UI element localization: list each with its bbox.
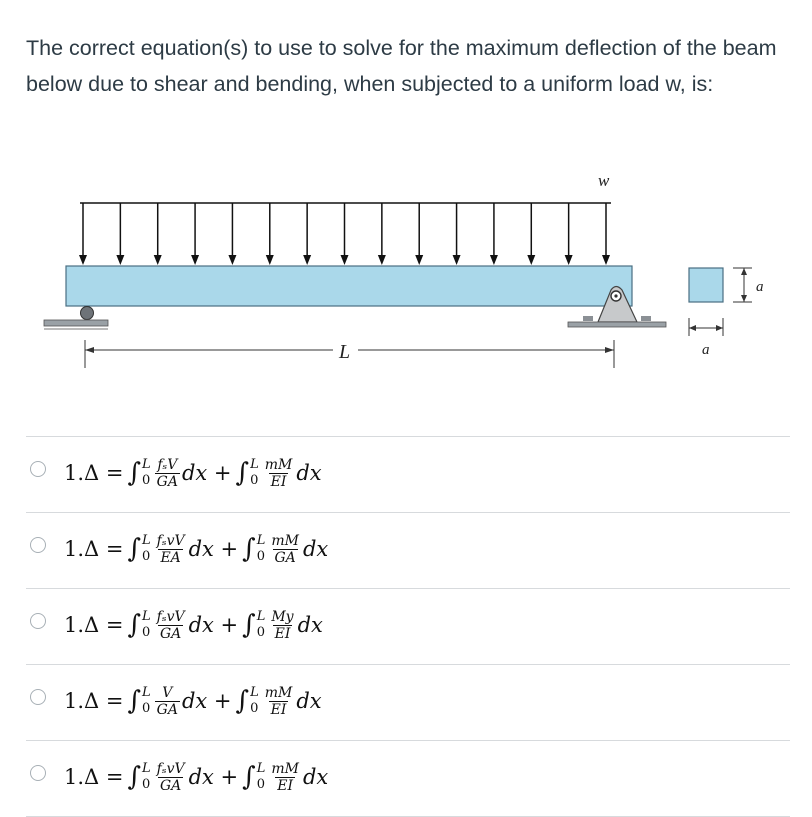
lower-limit: 0 bbox=[256, 625, 265, 640]
denominator: EA bbox=[160, 549, 181, 566]
dx-term: dx bbox=[297, 613, 323, 637]
fraction-shear bbox=[155, 533, 187, 566]
dx-term: dx + bbox=[181, 461, 232, 485]
equation bbox=[64, 751, 328, 803]
upper-limit: L bbox=[142, 533, 151, 548]
lower-limit: 0 bbox=[142, 625, 151, 640]
integral bbox=[242, 533, 267, 565]
denominator: EI bbox=[270, 701, 287, 718]
equation bbox=[64, 523, 328, 575]
radio-button[interactable] bbox=[30, 689, 46, 705]
load-arrowhead bbox=[266, 255, 274, 265]
lower-limit: 0 bbox=[142, 549, 151, 564]
numerator: fₛV bbox=[157, 456, 178, 473]
load-arrowhead bbox=[191, 255, 199, 265]
section-height-label: a bbox=[756, 279, 764, 295]
fraction-bending bbox=[263, 685, 295, 718]
dx-term: dx bbox=[302, 537, 329, 561]
denominator: EI bbox=[274, 625, 291, 642]
section-width-dimension bbox=[689, 318, 723, 336]
lower-limit: 0 bbox=[142, 473, 151, 488]
fraction-shear bbox=[155, 685, 180, 718]
fraction-shear bbox=[155, 761, 187, 794]
dx-term: dx bbox=[302, 765, 329, 789]
equation-prefix: 1.Δ = bbox=[64, 461, 124, 485]
fraction-bending bbox=[263, 457, 295, 490]
section-height-dimension bbox=[733, 268, 752, 302]
fraction-shear bbox=[155, 609, 187, 642]
cross-section bbox=[689, 268, 723, 302]
dx-term: dx + bbox=[188, 765, 239, 789]
denominator: GA bbox=[156, 473, 178, 490]
lower-limit: 0 bbox=[142, 701, 151, 716]
lower-limit: 0 bbox=[256, 549, 265, 564]
integral-sign: ∫ bbox=[127, 762, 142, 792]
load-arrowhead bbox=[154, 255, 162, 265]
upper-limit: L bbox=[142, 761, 151, 776]
load-arrowhead bbox=[453, 255, 461, 265]
denominator: GA bbox=[274, 549, 296, 566]
dx-term: dx + bbox=[181, 689, 232, 713]
roller-support bbox=[44, 307, 108, 330]
equation-prefix: 1.Δ = bbox=[64, 613, 124, 637]
integral-sign: ∫ bbox=[127, 534, 142, 564]
answer-option[interactable] bbox=[26, 436, 790, 512]
fraction-bending bbox=[269, 533, 301, 566]
numerator: mM bbox=[264, 684, 293, 701]
integral-sign: ∫ bbox=[242, 762, 256, 792]
answer-option[interactable] bbox=[26, 664, 790, 740]
load-arrowhead bbox=[565, 255, 573, 265]
integral bbox=[127, 457, 152, 489]
integral-sign: ∫ bbox=[235, 458, 250, 488]
denominator: GA bbox=[159, 625, 182, 642]
numerator: My bbox=[271, 608, 294, 625]
integral-sign: ∫ bbox=[242, 610, 256, 640]
load-label: w bbox=[598, 171, 610, 190]
upper-limit: L bbox=[250, 685, 259, 700]
answer-option[interactable] bbox=[26, 512, 790, 588]
lower-limit: 0 bbox=[250, 701, 259, 716]
upper-limit: L bbox=[142, 685, 151, 700]
load-arrowhead bbox=[79, 255, 87, 265]
numerator: mM bbox=[264, 456, 293, 473]
load-arrowhead bbox=[116, 255, 124, 265]
upper-limit: L bbox=[142, 609, 151, 624]
fraction-bending bbox=[269, 761, 301, 794]
equation-prefix: 1.Δ = bbox=[64, 765, 124, 789]
radio-button[interactable] bbox=[30, 765, 46, 781]
numerator: fₛvV bbox=[156, 760, 185, 777]
upper-limit: L bbox=[256, 761, 266, 776]
answer-option[interactable] bbox=[26, 588, 790, 664]
integral-sign: ∫ bbox=[127, 610, 142, 640]
equation bbox=[64, 675, 322, 727]
lower-limit: 0 bbox=[142, 777, 151, 792]
integral-sign: ∫ bbox=[235, 686, 250, 716]
integral bbox=[127, 685, 152, 717]
load-arrowhead bbox=[378, 255, 386, 265]
upper-limit: L bbox=[250, 457, 259, 472]
upper-limit: L bbox=[142, 457, 151, 472]
numerator: fₛvV bbox=[156, 608, 185, 625]
upper-limit: L bbox=[256, 609, 266, 624]
lower-limit: 0 bbox=[250, 473, 259, 488]
dx-term: dx + bbox=[188, 613, 239, 637]
integral bbox=[242, 609, 267, 641]
radio-button[interactable] bbox=[30, 537, 46, 553]
dx-term: dx bbox=[296, 689, 322, 713]
integral bbox=[127, 609, 152, 641]
radio-button[interactable] bbox=[30, 461, 46, 477]
integral bbox=[127, 533, 152, 565]
equation bbox=[64, 447, 322, 499]
beam bbox=[66, 266, 632, 306]
radio-button[interactable] bbox=[30, 613, 46, 629]
integral bbox=[236, 457, 261, 489]
equation bbox=[64, 599, 323, 651]
integral bbox=[236, 685, 261, 717]
equation-prefix: 1.Δ = bbox=[64, 537, 124, 561]
upper-limit: L bbox=[256, 533, 266, 548]
length-label: L bbox=[339, 341, 351, 363]
load-arrows bbox=[79, 203, 610, 265]
integral-sign: ∫ bbox=[242, 534, 256, 564]
load-arrowhead bbox=[341, 255, 349, 265]
lower-limit: 0 bbox=[256, 777, 265, 792]
fraction-bending bbox=[269, 609, 295, 642]
numerator: fₛvV bbox=[156, 532, 185, 549]
equation-prefix: 1.Δ = bbox=[64, 689, 124, 713]
integral-sign: ∫ bbox=[127, 686, 142, 716]
load-arrowhead bbox=[415, 255, 423, 265]
numerator: mM bbox=[271, 532, 299, 549]
answer-option[interactable] bbox=[26, 740, 790, 817]
load-arrowhead bbox=[490, 255, 498, 265]
numerator: V bbox=[162, 684, 173, 701]
dx-term: dx + bbox=[188, 537, 239, 561]
denominator: EI bbox=[270, 473, 287, 490]
load-arrowhead bbox=[527, 255, 535, 265]
question-text: The correct equation(s) to use to solve for the maximum deflection of the beam below due to shear and bending, when subjected to a uniform load w, is: bbox=[26, 36, 777, 96]
integral-sign: ∫ bbox=[127, 458, 142, 488]
numerator: mM bbox=[271, 760, 299, 777]
denominator: GA bbox=[156, 701, 178, 718]
dx-term: dx bbox=[296, 461, 322, 485]
denominator: EI bbox=[277, 777, 294, 794]
fraction-shear bbox=[155, 457, 180, 490]
load-arrowhead bbox=[228, 255, 236, 265]
integral bbox=[242, 761, 267, 793]
load-arrowhead bbox=[303, 255, 311, 265]
load-arrowhead bbox=[602, 255, 610, 265]
integral bbox=[127, 761, 152, 793]
answer-options bbox=[26, 436, 790, 817]
denominator: GA bbox=[159, 777, 182, 794]
section-width-label: a bbox=[702, 342, 710, 358]
